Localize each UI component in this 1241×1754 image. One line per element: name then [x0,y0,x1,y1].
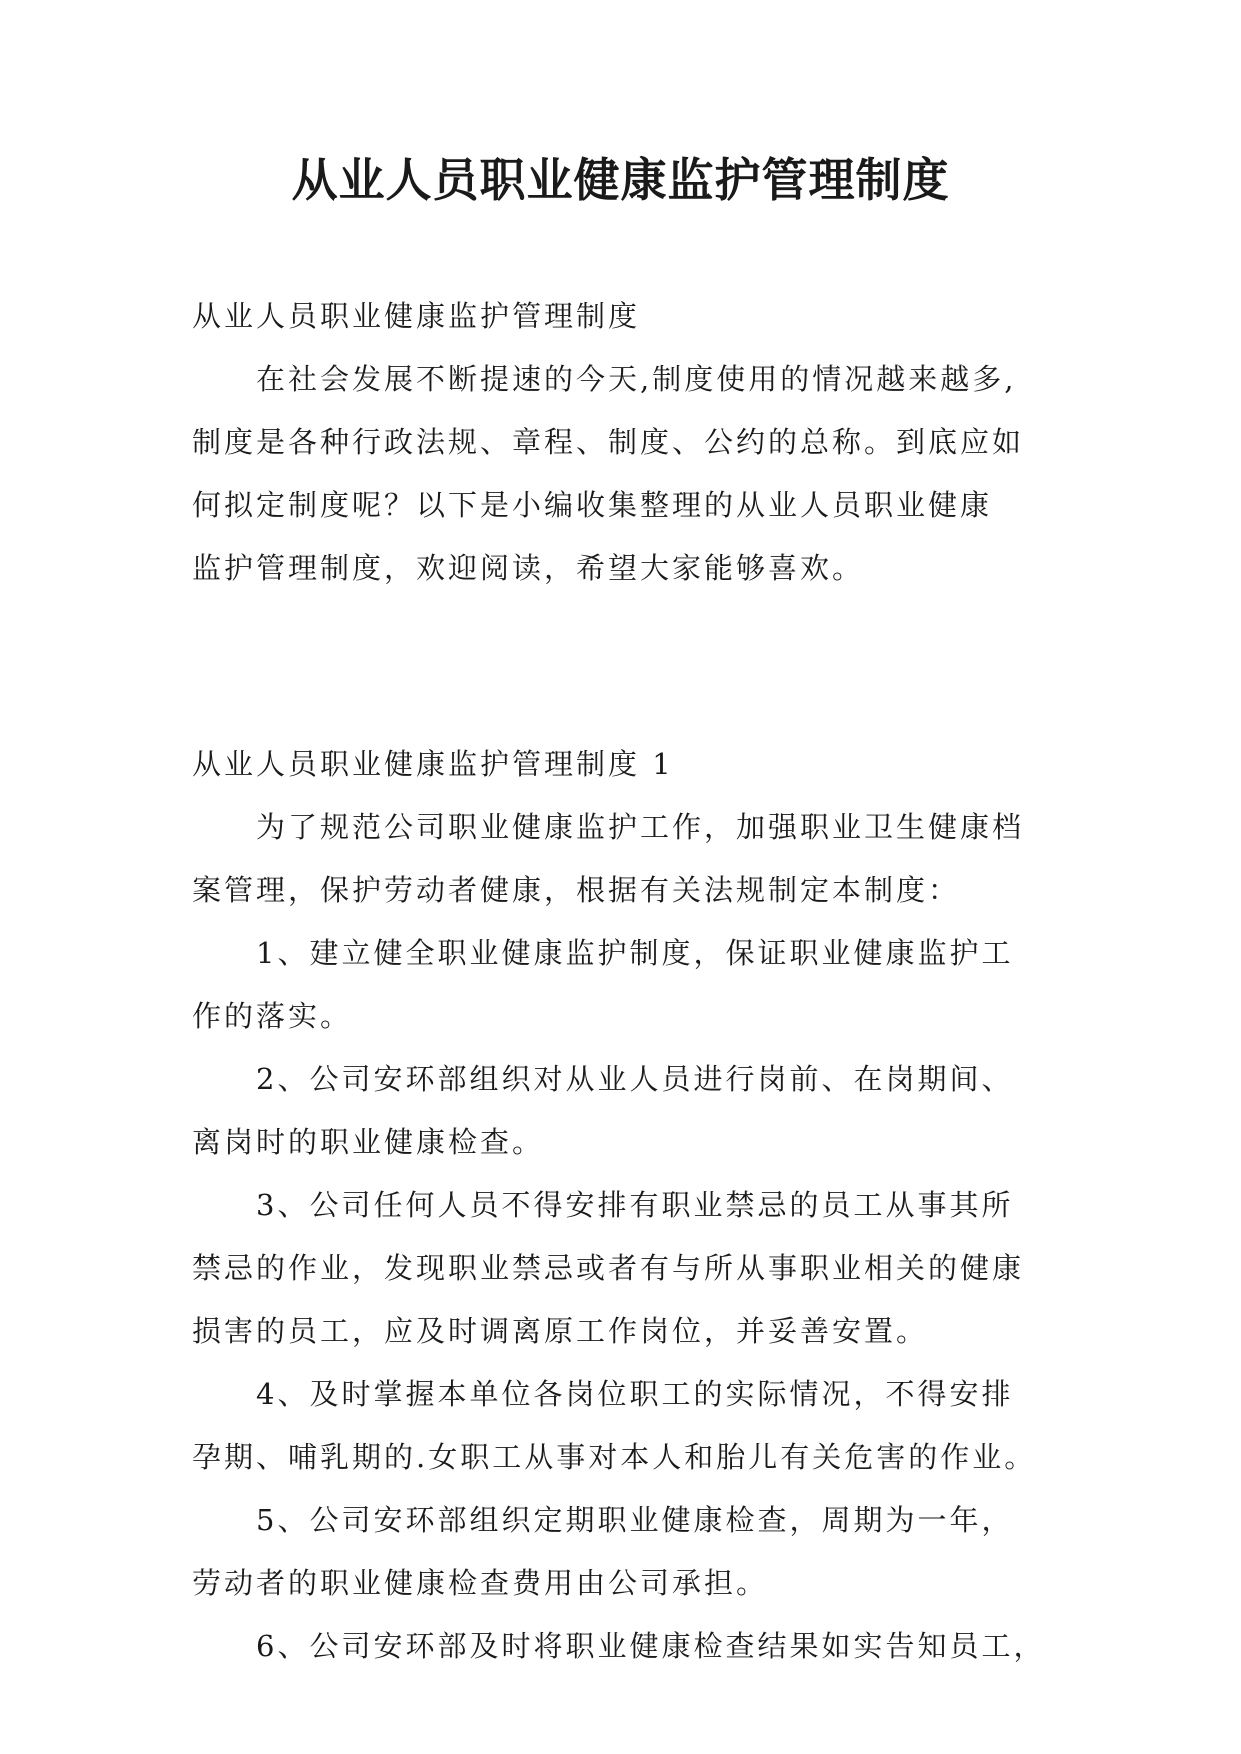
document-title: 从业人员职业健康监护管理制度 [291,153,950,207]
section-paragraph-line: 为了规范公司职业健康监护工作，加强职业卫生健康档 [256,810,1025,844]
clause-4-line: 4、及时掌握本单位各岗位职工的实际情况，不得安排 [256,1377,1014,1411]
clause-6-line: 6、公司安环部及时将职业健康检查结果如实告知员工， [256,1629,1046,1663]
intro-paragraph-line: 制度是各种行政法规、章程、制度、公约的总称。到底应如 [192,425,1025,459]
clause-4-line: 孕期、哺乳期的.女职工从事对本人和胎儿有关危害的作业。 [192,1440,1037,1474]
intro-paragraph-line: 何拟定制度呢？以下是小编收集整理的从业人员职业健康 [192,488,993,522]
clause-3-line: 3、公司任何人员不得安排有职业禁忌的员工从事其所 [256,1188,1014,1222]
clause-5-line: 5、公司安环部组织定期职业健康检查，周期为一年， [256,1503,1014,1537]
clause-1-line: 1、建立健全职业健康监护制度，保证职业健康监护工 [256,936,1014,970]
document-body [192,285,1062,1678]
clause-5-line: 劳动者的职业健康检查费用由公司承担。 [192,1566,769,1600]
section-heading: 从业人员职业健康监护管理制度 1 [192,747,674,781]
section-spacer [192,600,1062,733]
clause-2-line: 离岗时的职业健康检查。 [192,1125,545,1159]
clause-2-line: 2、公司安环部组织对从业人员进行岗前、在岗期间、 [256,1062,1014,1096]
intro-heading: 从业人员职业健康监护管理制度 [192,299,641,333]
section-paragraph-line: 案管理，保护劳动者健康，根据有关法规制定本制度： [192,873,961,907]
clause-3-line: 损害的员工，应及时调离原工作岗位，并妥善安置。 [192,1314,929,1348]
intro-paragraph-line: 监护管理制度，欢迎阅读，希望大家能够喜欢。 [192,551,865,585]
clause-1-line: 作的落实。 [192,999,353,1033]
intro-paragraph-line: 在社会发展不断提速的今天,制度使用的情况越来越多, [256,362,1017,396]
clause-3-line: 禁忌的作业，发现职业禁忌或者有与所从事职业相关的健康 [192,1251,1025,1285]
